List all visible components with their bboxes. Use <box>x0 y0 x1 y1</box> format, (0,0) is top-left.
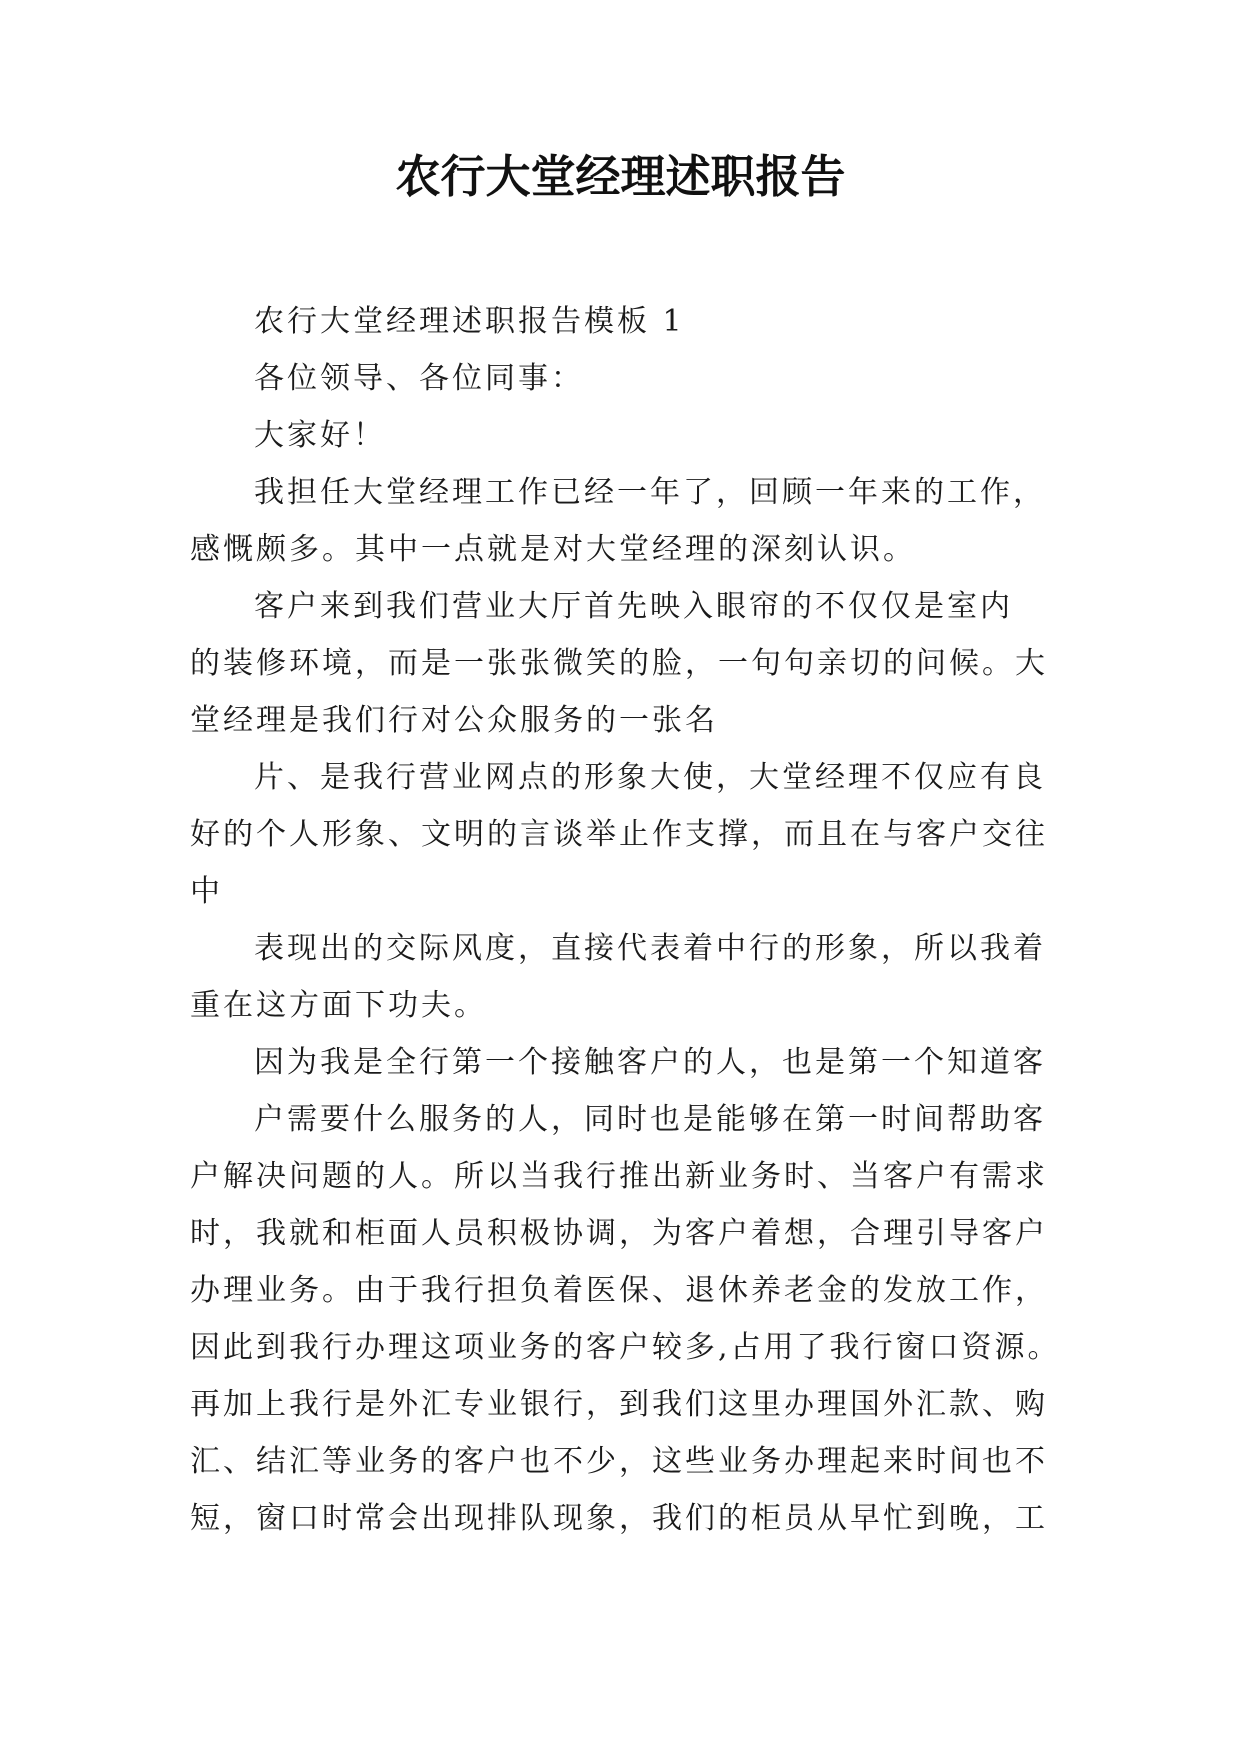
paragraph-line: 农行大堂经理述职报告模板 1 <box>254 304 685 339</box>
paragraph-line: 办理业务。由于我行担负着医保、退休养老金的发放工作， <box>190 1273 1048 1308</box>
paragraph-line: 表现出的交际风度，直接代表着中行的形象，所以我着 <box>254 931 1046 966</box>
paragraph-line: 各位领导、各位同事： <box>254 361 584 396</box>
paragraph-line: 因为我是全行第一个接触客户的人，也是第一个知道客 <box>254 1045 1046 1080</box>
paragraph-line: 时，我就和柜面人员积极协调，为客户着想，合理引导客户 <box>190 1216 1048 1251</box>
paragraph-line: 堂经理是我们行对公众服务的一张名 <box>190 703 718 738</box>
paragraph-line: 客户来到我们营业大厅首先映入眼帘的不仅仅是室内 <box>254 589 1013 624</box>
paragraph-line: 再加上我行是外汇专业银行，到我们这里办理国外汇款、购 <box>190 1387 1048 1422</box>
paragraph-line: 感慨颇多。其中一点就是对大堂经理的深刻认识。 <box>190 532 916 567</box>
paragraph-line: 重在这方面下功夫。 <box>190 988 487 1023</box>
paragraph-line: 好的个人形象、文明的言谈举止作支撑，而且在与客户交往 <box>190 817 1048 852</box>
paragraph-line: 中 <box>190 874 223 909</box>
paragraph-line: 片、是我行营业网点的形象大使，大堂经理不仅应有良 <box>254 760 1046 795</box>
paragraph-line: 我担任大堂经理工作已经一年了，回顾一年来的工作， <box>254 475 1046 510</box>
paragraph-line: 户解决问题的人。所以当我行推出新业务时、当客户有需求 <box>190 1159 1048 1194</box>
paragraph-line: 短，窗口时常会出现排队现象，我们的柜员从早忙到晚，工 <box>190 1501 1048 1536</box>
paragraph-line: 大家好！ <box>254 418 386 453</box>
paragraph-line: 户需要什么服务的人，同时也是能够在第一时间帮助客 <box>254 1102 1046 1137</box>
paragraph-line: 因此到我行办理这项业务的客户较多,占用了我行窗口资源。 <box>190 1330 1061 1365</box>
paragraph-line: 的装修环境，而是一张张微笑的脸，一句句亲切的问候。大 <box>190 646 1048 681</box>
document-title: 农行大堂经理述职报告 <box>395 150 846 203</box>
paragraph-line: 汇、结汇等业务的客户也不少，这些业务办理起来时间也不 <box>190 1444 1048 1479</box>
